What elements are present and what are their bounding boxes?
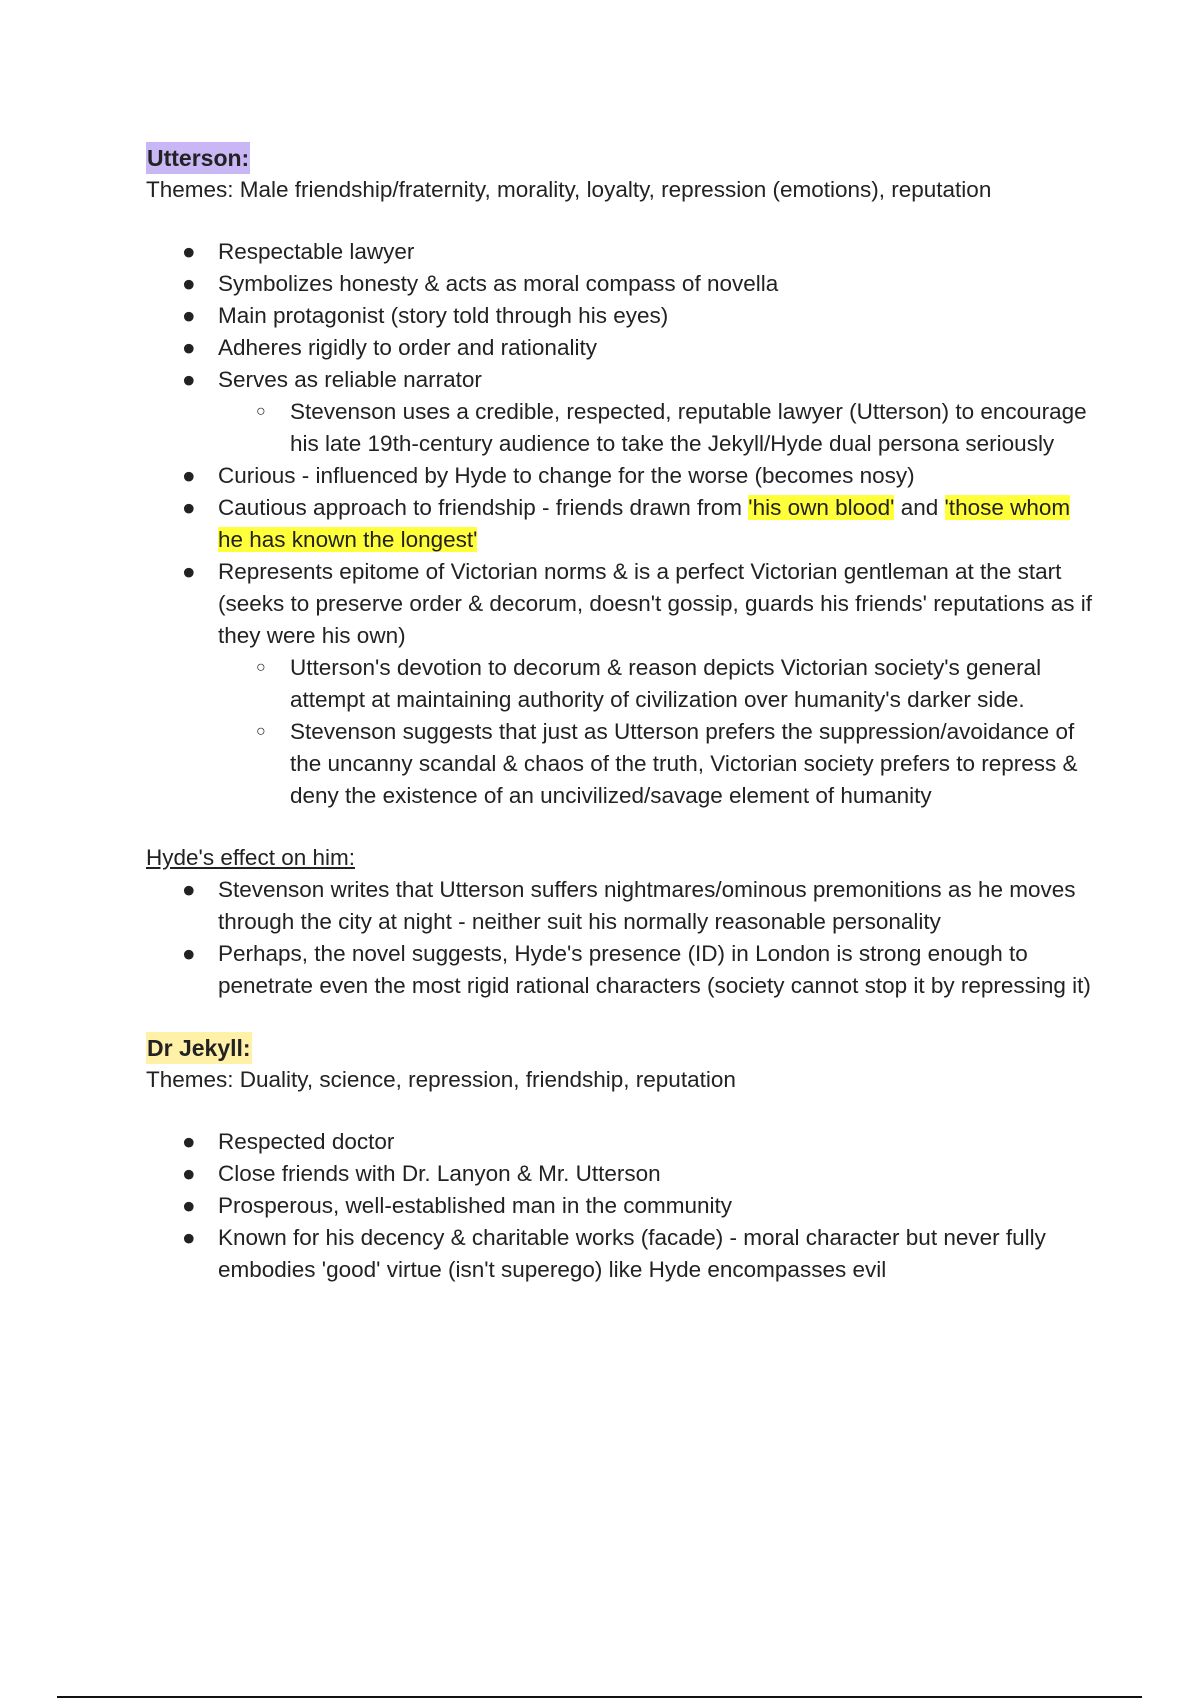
jekyll-section	[146, 1032, 1096, 1286]
utterson-themes: Themes: Male friendship/fraternity, morality, loyalty, repression (emotions), reputation	[146, 177, 992, 202]
bottom-divider	[57, 1696, 1142, 1698]
list-item: ● Serves as reliable narrator ○ Stevenson uses a credible, respected, reputable lawyer (Utterson) to encourage his late 19th-century audience to take the Jekyll/Hyde dual persona seriously	[146, 364, 1096, 460]
bullet-icon: ●	[182, 335, 196, 360]
sub-bullet-list	[218, 652, 1096, 812]
list-item: ● Prosperous, well-established man in the community	[146, 1190, 1096, 1222]
quote-highlight: 'those whom he has known the longest'	[218, 495, 1071, 552]
bullet-icon: ●	[182, 495, 196, 520]
hyde-effect-heading: Hyde's effect on him:	[146, 845, 355, 870]
list-item: ● Close friends with Dr. Lanyon & Mr. Utterson	[146, 1158, 1096, 1190]
list-item: ● Main protagonist (story told through his eyes)	[146, 300, 1096, 332]
circle-bullet-icon: ○	[256, 723, 266, 740]
list-item: ● Respected doctor	[146, 1126, 1096, 1158]
bullet-icon: ●	[182, 367, 196, 392]
utterson-heading: Utterson:	[146, 142, 250, 174]
bullet-icon: ●	[182, 877, 196, 902]
list-item: ● Cautious approach to friendship - friends drawn from 'his own blood' and 'those whom he has known the longest'	[146, 492, 1096, 556]
list-item: ● Stevenson writes that Utterson suffers nightmares/ominous premonitions as he moves through the city at night - neither suit his normally reasonable personality	[146, 874, 1096, 938]
sub-bullet-list	[218, 396, 1096, 460]
bullet-icon: ●	[182, 941, 196, 966]
hyde-effect-bullet-list	[146, 874, 1096, 1002]
sub-list-item: ○ Utterson's devotion to decorum & reason depicts Victorian society's general attempt at maintaining authority of civilization over humanity's darker side.	[218, 652, 1096, 716]
bullet-icon: ●	[182, 1225, 196, 1250]
list-item: ● Adheres rigidly to order and rationality	[146, 332, 1096, 364]
circle-bullet-icon: ○	[256, 659, 266, 676]
bullet-icon: ●	[182, 303, 196, 328]
bullet-icon: ●	[182, 1129, 196, 1154]
jekyll-heading: Dr Jekyll:	[146, 1032, 252, 1064]
quote-highlight: 'his own blood'	[748, 495, 895, 520]
list-item: ● Respectable lawyer	[146, 236, 1096, 268]
sub-list-item: ○ Stevenson uses a credible, respected, reputable lawyer (Utterson) to encourage his late 19th-century audience to take the Jekyll/Hyde dual persona seriously	[218, 396, 1096, 460]
bullet-icon: ●	[182, 463, 196, 488]
bullet-icon: ●	[182, 1193, 196, 1218]
bullet-icon: ●	[182, 271, 196, 296]
list-item: ● Symbolizes honesty & acts as moral compass of novella	[146, 268, 1096, 300]
bullet-icon: ●	[182, 1161, 196, 1186]
utterson-bullet-list	[146, 236, 1096, 812]
list-item: ● Represents epitome of Victorian norms & is a perfect Victorian gentleman at the start (seeks to preserve order & decorum, doesn't gossip, guards his friends' reputations as if they were his own) ○ Utterson's devotion to decorum & reason depicts Victorian society's general attempt at maintaining authority of civilization over humanity's darker side. ○ Stevenson suggests that just as Utterson prefers the suppression/avoidance of the uncanny scandal & chaos of the truth, Victorian society prefers to repress & deny the existence of an uncivilized/savage element of humanity	[146, 556, 1096, 812]
bullet-icon: ●	[182, 559, 196, 584]
utterson-section	[146, 142, 1096, 812]
jekyll-bullet-list	[146, 1126, 1096, 1286]
list-item: ● Curious - influenced by Hyde to change for the worse (becomes nosy)	[146, 460, 1096, 492]
list-item: ● Known for his decency & charitable works (facade) - moral character but never fully embodies 'good' virtue (isn't superego) like Hyde encompasses evil	[146, 1222, 1096, 1286]
bullet-icon: ●	[182, 239, 196, 264]
list-item: ● Perhaps, the novel suggests, Hyde's presence (ID) in London is strong enough to penetrate even the most rigid rational characters (society cannot stop it by repressing it)	[146, 938, 1096, 1002]
jekyll-themes: Themes: Duality, science, repression, friendship, reputation	[146, 1067, 736, 1092]
sub-list-item: ○ Stevenson suggests that just as Utterson prefers the suppression/avoidance of the uncanny scandal & chaos of the truth, Victorian society prefers to repress & deny the existence of an uncivilized/savage element of humanity	[218, 716, 1096, 812]
circle-bullet-icon: ○	[256, 403, 266, 420]
hyde-effect-section	[146, 842, 1096, 1002]
document-page	[146, 142, 1096, 1286]
